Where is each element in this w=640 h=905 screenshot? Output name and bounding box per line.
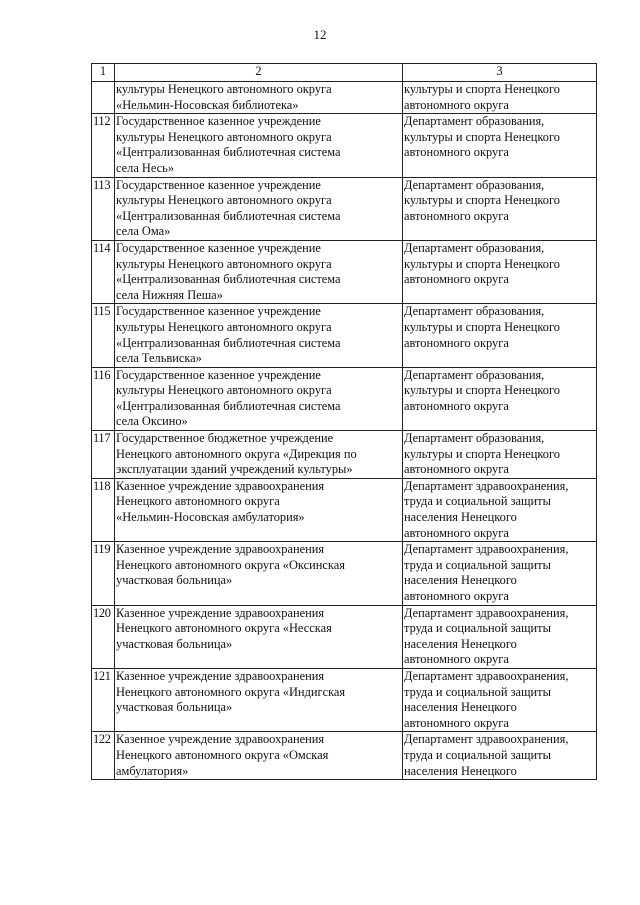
department-line: культуры и спорта Ненецкого	[404, 446, 560, 461]
page-number: 12	[313, 27, 327, 42]
table-row	[92, 431, 597, 479]
institution-name-line: эксплуатации зданий учреждений культуры»	[116, 462, 353, 477]
column-header-institution: 2	[115, 64, 403, 82]
institution-name-line: Казенное учреждение здравоохранения	[116, 542, 325, 557]
department-line: Департамент здравоохранения,	[404, 732, 569, 747]
department-line: населения Ненецкого	[404, 636, 517, 651]
institution-name-line: «Централизованная библиотечная система	[116, 208, 341, 223]
institution-name-line: Государственное казенное учреждение	[116, 304, 321, 319]
institution-name-line: села Несь»	[116, 160, 175, 175]
department-line: автономного округа	[404, 589, 509, 603]
institution-name-line: «Централизованная библиотечная система	[116, 272, 341, 287]
institution-name-line: амбулатория»	[116, 763, 189, 778]
institution-name-line: Государственное бюджетное учреждение	[116, 431, 334, 446]
row-number: 117	[92, 431, 115, 479]
row-number: 122	[92, 732, 115, 780]
department-line: труда и социальной защиты	[404, 684, 551, 699]
department-line: Департамент здравоохранения,	[404, 605, 569, 620]
department-cell	[403, 542, 597, 605]
department-cell	[403, 478, 597, 541]
registry-table	[91, 63, 597, 780]
institution-name-line: культуры Ненецкого автономного округа	[116, 383, 332, 398]
institution-name-line: Государственное казенное учреждение	[116, 177, 321, 192]
department-line: населения Ненецкого	[404, 700, 517, 715]
institution-name-line: Государственное казенное учреждение	[116, 114, 321, 129]
department-cell	[403, 668, 597, 731]
department-cell	[403, 304, 597, 367]
department-line: Департамент здравоохранения,	[404, 668, 569, 683]
row-number: 120	[92, 605, 115, 668]
department-line: культуры и спорта Ненецкого	[404, 319, 560, 334]
institution-name-line: Казенное учреждение здравоохранения	[116, 732, 325, 747]
row-number: 112	[92, 114, 115, 177]
institution-name-line: села Нижняя Пеша»	[116, 287, 223, 302]
row-number: 119	[92, 542, 115, 605]
institution-name-cell	[115, 177, 403, 240]
institution-name-line: «Нельмин-Носовская амбулатория»	[116, 510, 305, 525]
institution-name-cell	[115, 367, 403, 430]
department-cell	[403, 177, 597, 240]
table-row	[92, 82, 597, 114]
department-line: автономного округа	[404, 715, 509, 730]
institution-name-cell	[115, 605, 403, 668]
department-line: населения Ненецкого	[404, 573, 517, 588]
table-row	[92, 478, 597, 541]
institution-name-cell	[115, 668, 403, 731]
table-row	[92, 177, 597, 240]
department-line: Департамент образования,	[404, 240, 545, 255]
institution-name-line: культуры Ненецкого автономного округа	[116, 82, 332, 96]
department-line: труда и социальной защиты	[404, 747, 551, 762]
institution-name-line: «Централизованная библиотечная система	[116, 335, 341, 350]
institution-name-cell	[115, 240, 403, 303]
department-line: труда и социальной защиты	[404, 557, 551, 572]
institution-name-line: Ненецкого автономного округа «Оксинская	[116, 557, 345, 572]
department-line: труда и социальной защиты	[404, 494, 551, 509]
department-line: культуры и спорта Ненецкого	[404, 129, 560, 144]
institution-name-line: культуры Ненецкого автономного округа	[116, 319, 332, 334]
table-row	[92, 367, 597, 430]
department-line: культуры и спорта Ненецкого	[404, 82, 560, 96]
table-row	[92, 605, 597, 668]
department-cell	[403, 82, 597, 114]
row-number: 116	[92, 367, 115, 430]
institution-name-cell	[115, 114, 403, 177]
department-line: автономного округа	[404, 97, 509, 112]
department-line: автономного округа	[404, 335, 509, 350]
institution-name-line: участковая больница»	[116, 700, 233, 715]
table-header-row	[92, 64, 597, 82]
table-row	[92, 240, 597, 303]
institution-name-cell	[115, 478, 403, 541]
institution-name-line: Казенное учреждение здравоохранения	[116, 478, 325, 493]
row-number: 121	[92, 668, 115, 731]
institution-name-line: Ненецкого автономного округа «Несская	[116, 621, 332, 636]
row-number: 113	[92, 177, 115, 240]
column-header-department: 3	[403, 64, 597, 82]
department-line: населения Ненецкого	[404, 510, 517, 525]
department-line: автономного округа	[404, 145, 509, 160]
institution-name-line: Ненецкого автономного округа «Омская	[116, 747, 329, 762]
department-line: Департамент образования,	[404, 304, 545, 319]
institution-name-line: Ненецкого автономного округа «Дирекция по	[116, 446, 357, 461]
institution-name-line: Казенное учреждение здравоохранения	[116, 668, 325, 683]
department-line: автономного округа	[404, 208, 509, 223]
institution-name-line: культуры Ненецкого автономного округа	[116, 193, 332, 208]
department-cell	[403, 732, 597, 780]
institution-name-line: села Оксино»	[116, 414, 188, 429]
department-line: Департамент образования,	[404, 114, 545, 129]
institution-name-cell	[115, 542, 403, 605]
department-line: автономного округа	[404, 652, 509, 667]
department-line: автономного округа	[404, 398, 509, 413]
row-number: 118	[92, 478, 115, 541]
department-line: культуры и спорта Ненецкого	[404, 193, 560, 208]
institution-name-line: Ненецкого автономного округа «Индигская	[116, 684, 346, 699]
institution-name-line: «Централизованная библиотечная система	[116, 398, 341, 413]
table-row	[92, 668, 597, 731]
institution-name-line: участковая больница»	[116, 573, 233, 588]
institution-name-line: села Тельвиска»	[116, 351, 202, 366]
department-line: Департамент образования,	[404, 177, 545, 192]
institution-name-line: села Ома»	[116, 224, 171, 239]
department-line: труда и социальной защиты	[404, 621, 551, 636]
institution-name-line: культуры Ненецкого автономного округа	[116, 256, 332, 271]
institution-name-cell	[115, 431, 403, 479]
institution-name-cell	[115, 82, 403, 114]
department-line: автономного округа	[404, 272, 509, 287]
department-cell	[403, 431, 597, 479]
institution-name-line: Государственное казенное учреждение	[116, 367, 321, 382]
table-row	[92, 304, 597, 367]
institution-name-line: участковая больница»	[116, 636, 233, 651]
row-number: 115	[92, 304, 115, 367]
institution-name-line: культуры Ненецкого автономного округа	[116, 129, 332, 144]
department-cell	[403, 240, 597, 303]
institution-name-cell	[115, 304, 403, 367]
column-header-number: 1	[92, 64, 115, 82]
table-row	[92, 732, 597, 780]
institution-name-cell	[115, 732, 403, 780]
table-body	[92, 82, 597, 780]
institution-name-line: «Централизованная библиотечная система	[116, 145, 341, 160]
department-line: Департамент здравоохранения,	[404, 478, 569, 493]
department-line: культуры и спорта Ненецкого	[404, 256, 560, 271]
row-number	[92, 82, 115, 114]
table-row	[92, 542, 597, 605]
department-line: населения Ненецкого	[404, 763, 517, 778]
department-line: Департамент здравоохранения,	[404, 542, 569, 557]
department-cell	[403, 114, 597, 177]
department-cell	[403, 605, 597, 668]
department-line: автономного округа	[404, 462, 509, 477]
institution-name-line: Ненецкого автономного округа	[116, 494, 280, 509]
institution-name-line: Казенное учреждение здравоохранения	[116, 605, 325, 620]
institution-name-line: Государственное казенное учреждение	[116, 240, 321, 255]
table-row	[92, 114, 597, 177]
department-line: Департамент образования,	[404, 431, 545, 446]
institution-name-line: «Нельмин-Носовская библиотека»	[116, 97, 299, 112]
department-cell	[403, 367, 597, 430]
department-line: автономного округа	[404, 525, 509, 540]
department-line: Департамент образования,	[404, 367, 545, 382]
row-number: 114	[92, 240, 115, 303]
department-line: культуры и спорта Ненецкого	[404, 383, 560, 398]
